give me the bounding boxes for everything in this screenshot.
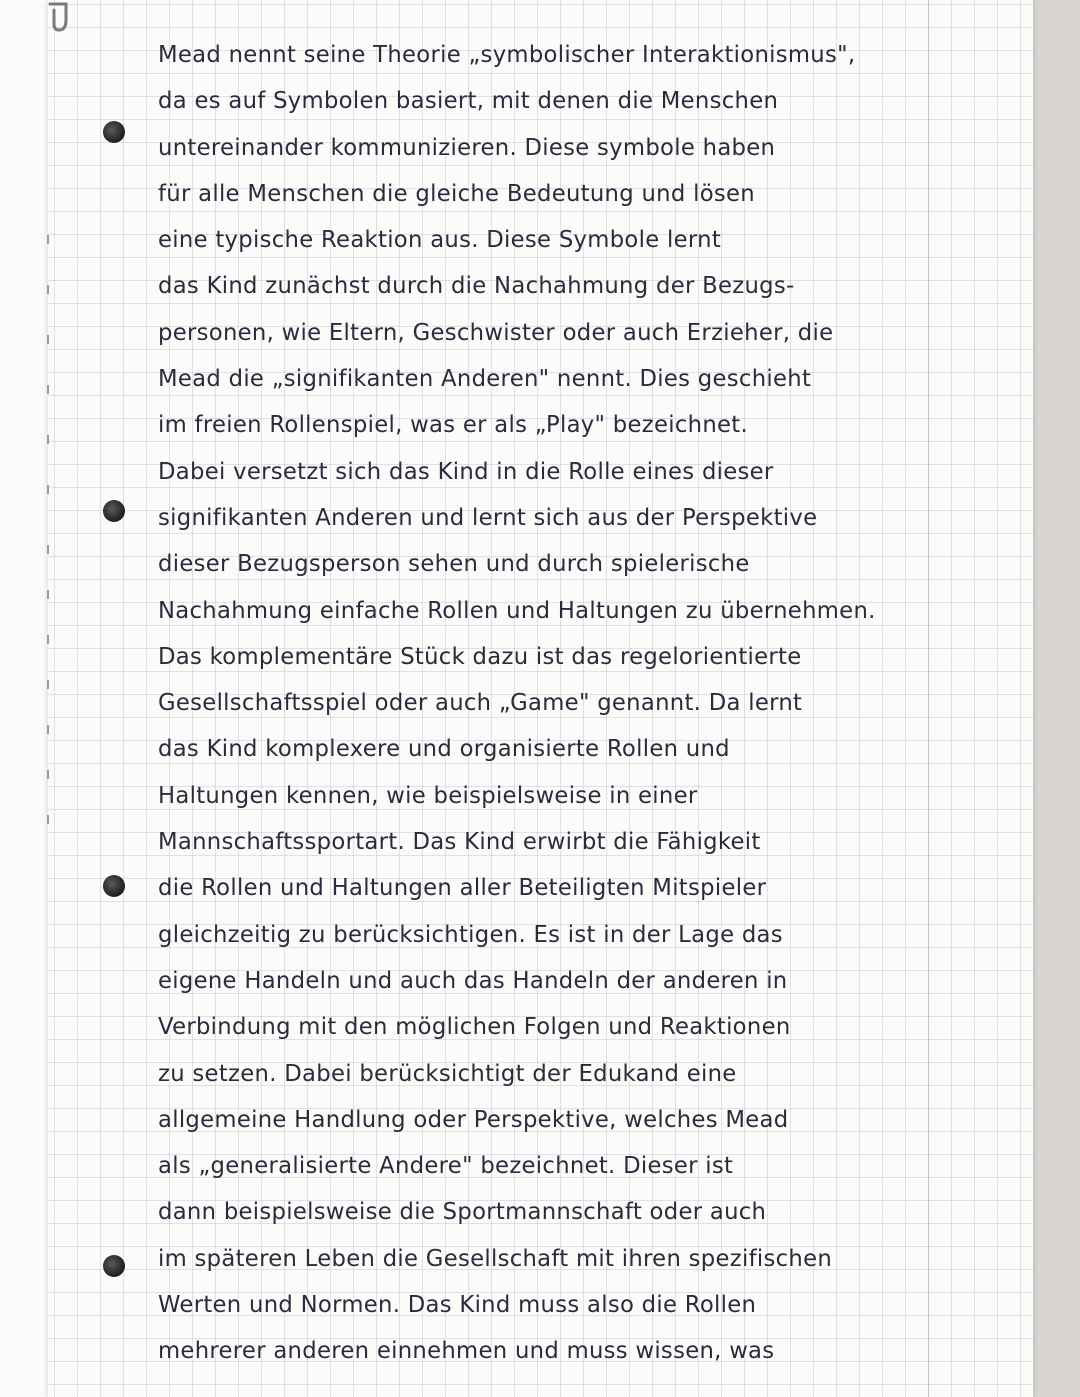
text-line: im freien Rollenspiel, was er als „Play" bezeichnet.: [158, 412, 749, 439]
binding-mark: [47, 545, 49, 554]
text-line: Nachahmung einfache Rollen und Haltungen zu übernehmen.: [158, 597, 876, 624]
text-line: mehrerer anderen einnehmen und muss wissen, was: [158, 1338, 775, 1365]
text-line: personen, wie Eltern, Geschwister oder auch Erzieher, die: [158, 319, 834, 346]
punch-hole: [103, 500, 125, 522]
text-line: untereinander kommunizieren. Diese symbole haben: [158, 134, 776, 161]
text-line: allgemeine Handlung oder Perspektive, welches Mead: [158, 1106, 789, 1133]
text-line: die Rollen und Haltungen aller Beteiligten Mitspieler: [158, 875, 767, 902]
binding-mark: [47, 485, 49, 494]
binding-mark: [47, 435, 49, 444]
punch-hole: [103, 875, 125, 897]
text-line: signifikanten Anderen und lernt sich aus der Perspektive: [158, 504, 818, 531]
binding-mark: [47, 770, 49, 779]
text-line: Dabei versetzt sich das Kind in die Rolle eines dieser: [158, 458, 774, 485]
text-line: Mannschaftssportart. Das Kind erwirbt die Fähigkeit: [158, 829, 761, 856]
text-line: für alle Menschen die gleiche Bedeutung und lösen: [158, 180, 755, 207]
binding-mark: [47, 815, 49, 824]
text-line: Haltungen kennen, wie beispielsweise in einer: [158, 782, 698, 809]
text-line: Das komplementäre Stück dazu ist das regelorientierte: [158, 643, 802, 670]
text-line: Verbindung mit den möglichen Folgen und Reaktionen: [158, 1014, 791, 1041]
text-line: dann beispielsweise die Sportmannschaft oder auch: [158, 1199, 767, 1226]
binding-mark: [47, 680, 49, 689]
text-line: eine typische Reaktion aus. Diese Symbole lernt: [158, 227, 722, 254]
binding-mark: [47, 335, 49, 344]
text-line: Gesellschaftsspiel oder auch „Game" genannt. Da lernt: [158, 690, 803, 717]
binding-mark: [47, 725, 49, 734]
text-line: gleichzeitig zu berücksichtigen. Es ist in der Lage das: [158, 921, 783, 948]
paper-clip-icon: [48, 0, 70, 42]
text-line: eigene Handeln und auch das Handeln der anderen in: [158, 967, 788, 994]
text-line: zu setzen. Dabei berücksichtigt der Edukand eine: [158, 1060, 737, 1087]
binding-mark: [47, 285, 49, 294]
binding-mark: [47, 635, 49, 644]
text-line: Mead nennt seine Theorie „symbolischer Interaktionismus",: [158, 42, 856, 68]
binding-mark: [47, 235, 49, 244]
page-left-edge: [0, 0, 48, 1397]
binding-mark: [47, 385, 49, 394]
text-line: Mead die „signifikanten Anderen" nennt. Dies geschieht: [158, 366, 812, 393]
text-line: dieser Bezugsperson sehen und durch spielerische: [158, 551, 750, 578]
binding-mark: [47, 590, 49, 599]
text-line: im späteren Leben die Gesellschaft mit ihren spezifischen: [158, 1245, 833, 1272]
text-line: das Kind zunächst durch die Nachahmung der Bezugs-: [158, 273, 795, 300]
handwritten-text: [158, 32, 958, 1375]
punch-hole: [103, 121, 125, 143]
text-line: das Kind komplexere und organisierte Rollen und: [158, 736, 730, 763]
text-line: Werten und Normen. Das Kind muss also die Rollen: [158, 1292, 757, 1319]
text-line: da es auf Symbolen basiert, mit denen die Menschen: [158, 88, 779, 115]
text-line: als „generalisierte Andere" bezeichnet. Dieser ist: [158, 1153, 734, 1180]
punch-hole: [103, 1255, 125, 1277]
